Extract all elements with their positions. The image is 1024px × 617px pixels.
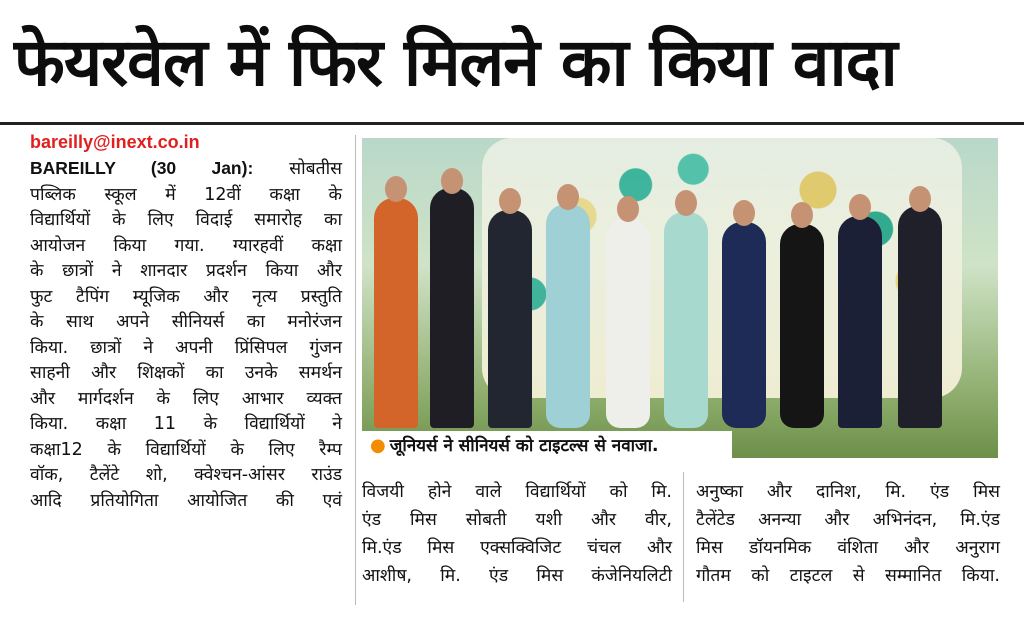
article-line: आयोजन किया गया. ग्यारहवीं कक्षा (30, 235, 342, 256)
student-figure (488, 210, 532, 428)
article-line (30, 156, 342, 183)
article-line: आदि प्रतियोगिता आयोजित की एवं (30, 490, 342, 511)
student-head (499, 188, 521, 214)
article-line: मि.एंड मिस एक्सक्विजिट चंचल और (362, 538, 672, 558)
student-figure (430, 188, 474, 428)
article-line: विजयी होने वाले विद्यार्थियों को मि. (362, 482, 672, 502)
article-line: आशीष, मि. एंड मिस कंजेनियलिटी (362, 566, 672, 586)
student-figure (664, 212, 708, 428)
article-line: और मार्गदर्शन के लिए आभार व्यक्त (30, 388, 342, 409)
article-line: पब्लिक स्कूल में 12वीं कक्षा के (30, 184, 342, 205)
article-line: अनुष्का और दानिश, मि. एंड मिस (696, 482, 1000, 502)
article-line: टैलेंटेड अनन्या और अभिनंदन, मि.एंड (696, 510, 1000, 530)
article-text: सोबतीस (289, 159, 342, 179)
student-head (617, 196, 639, 222)
article-line: साहनी और शिक्षकों का उनके समर्थन (30, 363, 342, 383)
article-line: किया. कक्षा 11 के विद्यार्थियों ने (30, 414, 342, 434)
student-head (791, 202, 813, 228)
student-figure (898, 206, 942, 428)
article-line: गौतम को टाइटल से सम्मानित किया. (696, 566, 1000, 586)
article-column-1 (30, 130, 342, 514)
caption-text: जूनियर्स ने सीनियर्स को टाइटल्स से नवाजा. (389, 436, 659, 456)
student-head (385, 176, 407, 202)
student-head (909, 186, 931, 212)
article-line: वॉक, टैलेंटे शो, क्वेश्चन-आंसर राउंड (30, 465, 342, 485)
headline: फेयरवेल में फिर मिलने का किया वादा (14, 24, 897, 101)
student-head (675, 190, 697, 216)
article-line: किया. छात्रों ने अपनी प्रिंसिपल गुंजन (30, 337, 342, 358)
student-figure (838, 216, 882, 428)
article-column-2 (362, 478, 672, 590)
student-figure (780, 224, 824, 428)
article-column-3 (696, 478, 1000, 590)
byline-email[interactable]: bareilly@inext.co.in (30, 132, 200, 152)
column-divider (683, 472, 684, 602)
dateline: BAREILLY (30 Jan): (30, 158, 254, 178)
student-figure (606, 218, 650, 428)
article-line: के छात्रों ने शानदार प्रदर्शन किया और (30, 261, 342, 281)
student-figure (722, 222, 766, 428)
bullet-icon: ● (370, 435, 386, 456)
student-head (557, 184, 579, 210)
column-divider (355, 135, 356, 605)
article-line: के साथ अपने सीनियर्स का मनोरंजन (30, 312, 342, 332)
article-line: कक्षा12 के विद्यार्थियों के लिए रैम्प (30, 439, 342, 460)
student-figure (374, 198, 418, 428)
article-line: फुट टैपिंग म्यूजिक और नृत्य प्रस्तुति (30, 286, 342, 307)
article-line: विद्यार्थियों के लिए विदाई समारोह का (30, 210, 342, 230)
student-figure (546, 204, 590, 428)
headline-rule (0, 122, 1024, 125)
article-line: मिस डॉयनमिक वंशिता और अनुराग (696, 538, 1000, 558)
photo-caption (362, 431, 732, 461)
event-photo (362, 138, 998, 458)
student-head (733, 200, 755, 226)
student-head (441, 168, 463, 194)
student-head (849, 194, 871, 220)
article-line: एंड मिस सोबती यशी और वीर, (362, 510, 672, 530)
